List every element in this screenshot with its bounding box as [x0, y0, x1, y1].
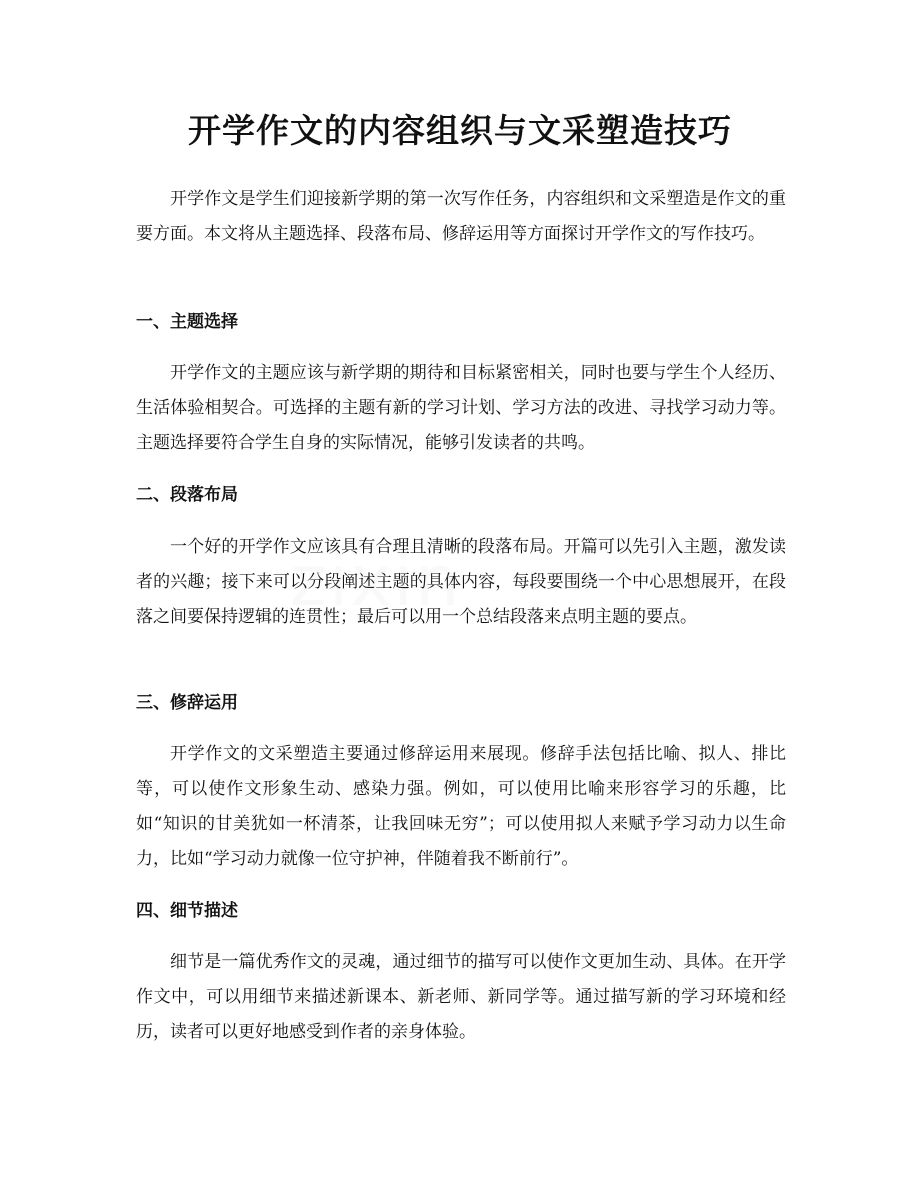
section-heading-1: 一、主题选择 [136, 312, 238, 332]
intro-paragraph: 开学作文是学生们迎接新学期的第一次写作任务，内容组织和文采塑造是作文的重要方面。本文将从主题选择、段落布局、修辞运用等方面探讨开学作文的写作技巧。 [136, 189, 786, 244]
section-heading-3: 三、修辞运用 [136, 693, 238, 713]
document-title: 开学作文的内容组织与文采塑造技巧 [188, 111, 732, 150]
section-body-3: 开学作文的文采塑造主要通过修辞运用来展现。修辞手法包括比喻、拟人、排比等，可以使作文形象生动、感染力强。例如，可以使用比喻来形容学习的乐趣，比如“知识的甘美犹如一杯清茶，让我回味无穷”；可以使用拟人来赋予学习动力以生命力，比如“学习动力就像一位守护神，伴随着我不断前行”。 [136, 744, 786, 869]
section-heading-2: 二、段落布局 [136, 485, 238, 505]
section-heading-4: 四、细节描述 [136, 901, 238, 921]
section-body-4: 细节是一篇优秀作文的灵魂，通过细节的描写可以使作文更加生动、具体。在开学作文中，可以用细节来描述新课本、新老师、新同学等。通过描写新的学习环境和经历，读者可以更好地感受到作者的亲身体验。 [136, 952, 786, 1042]
watermark-logo: zixin [290, 540, 462, 622]
section-body-1: 开学作文的主题应该与新学期的期待和目标紧密相关，同时也要与学生个人经历、生活体验相契合。可选择的主题有新的学习计划、学习方法的改进、寻找学习动力等。主题选择要符合学生自身的实际情况，能够引发读者的共鸣。 [136, 363, 786, 453]
section-body-2: 一个好的开学作文应该具有合理且清晰的段落布局。开篇可以先引入主题，激发读者的兴趣；接下来可以分段阐述主题的具体内容，每段要围绕一个中心思想展开，在段落之间要保持逻辑的连贯性；最后可以用一个总结段落来点明主题的要点。 [136, 537, 786, 627]
